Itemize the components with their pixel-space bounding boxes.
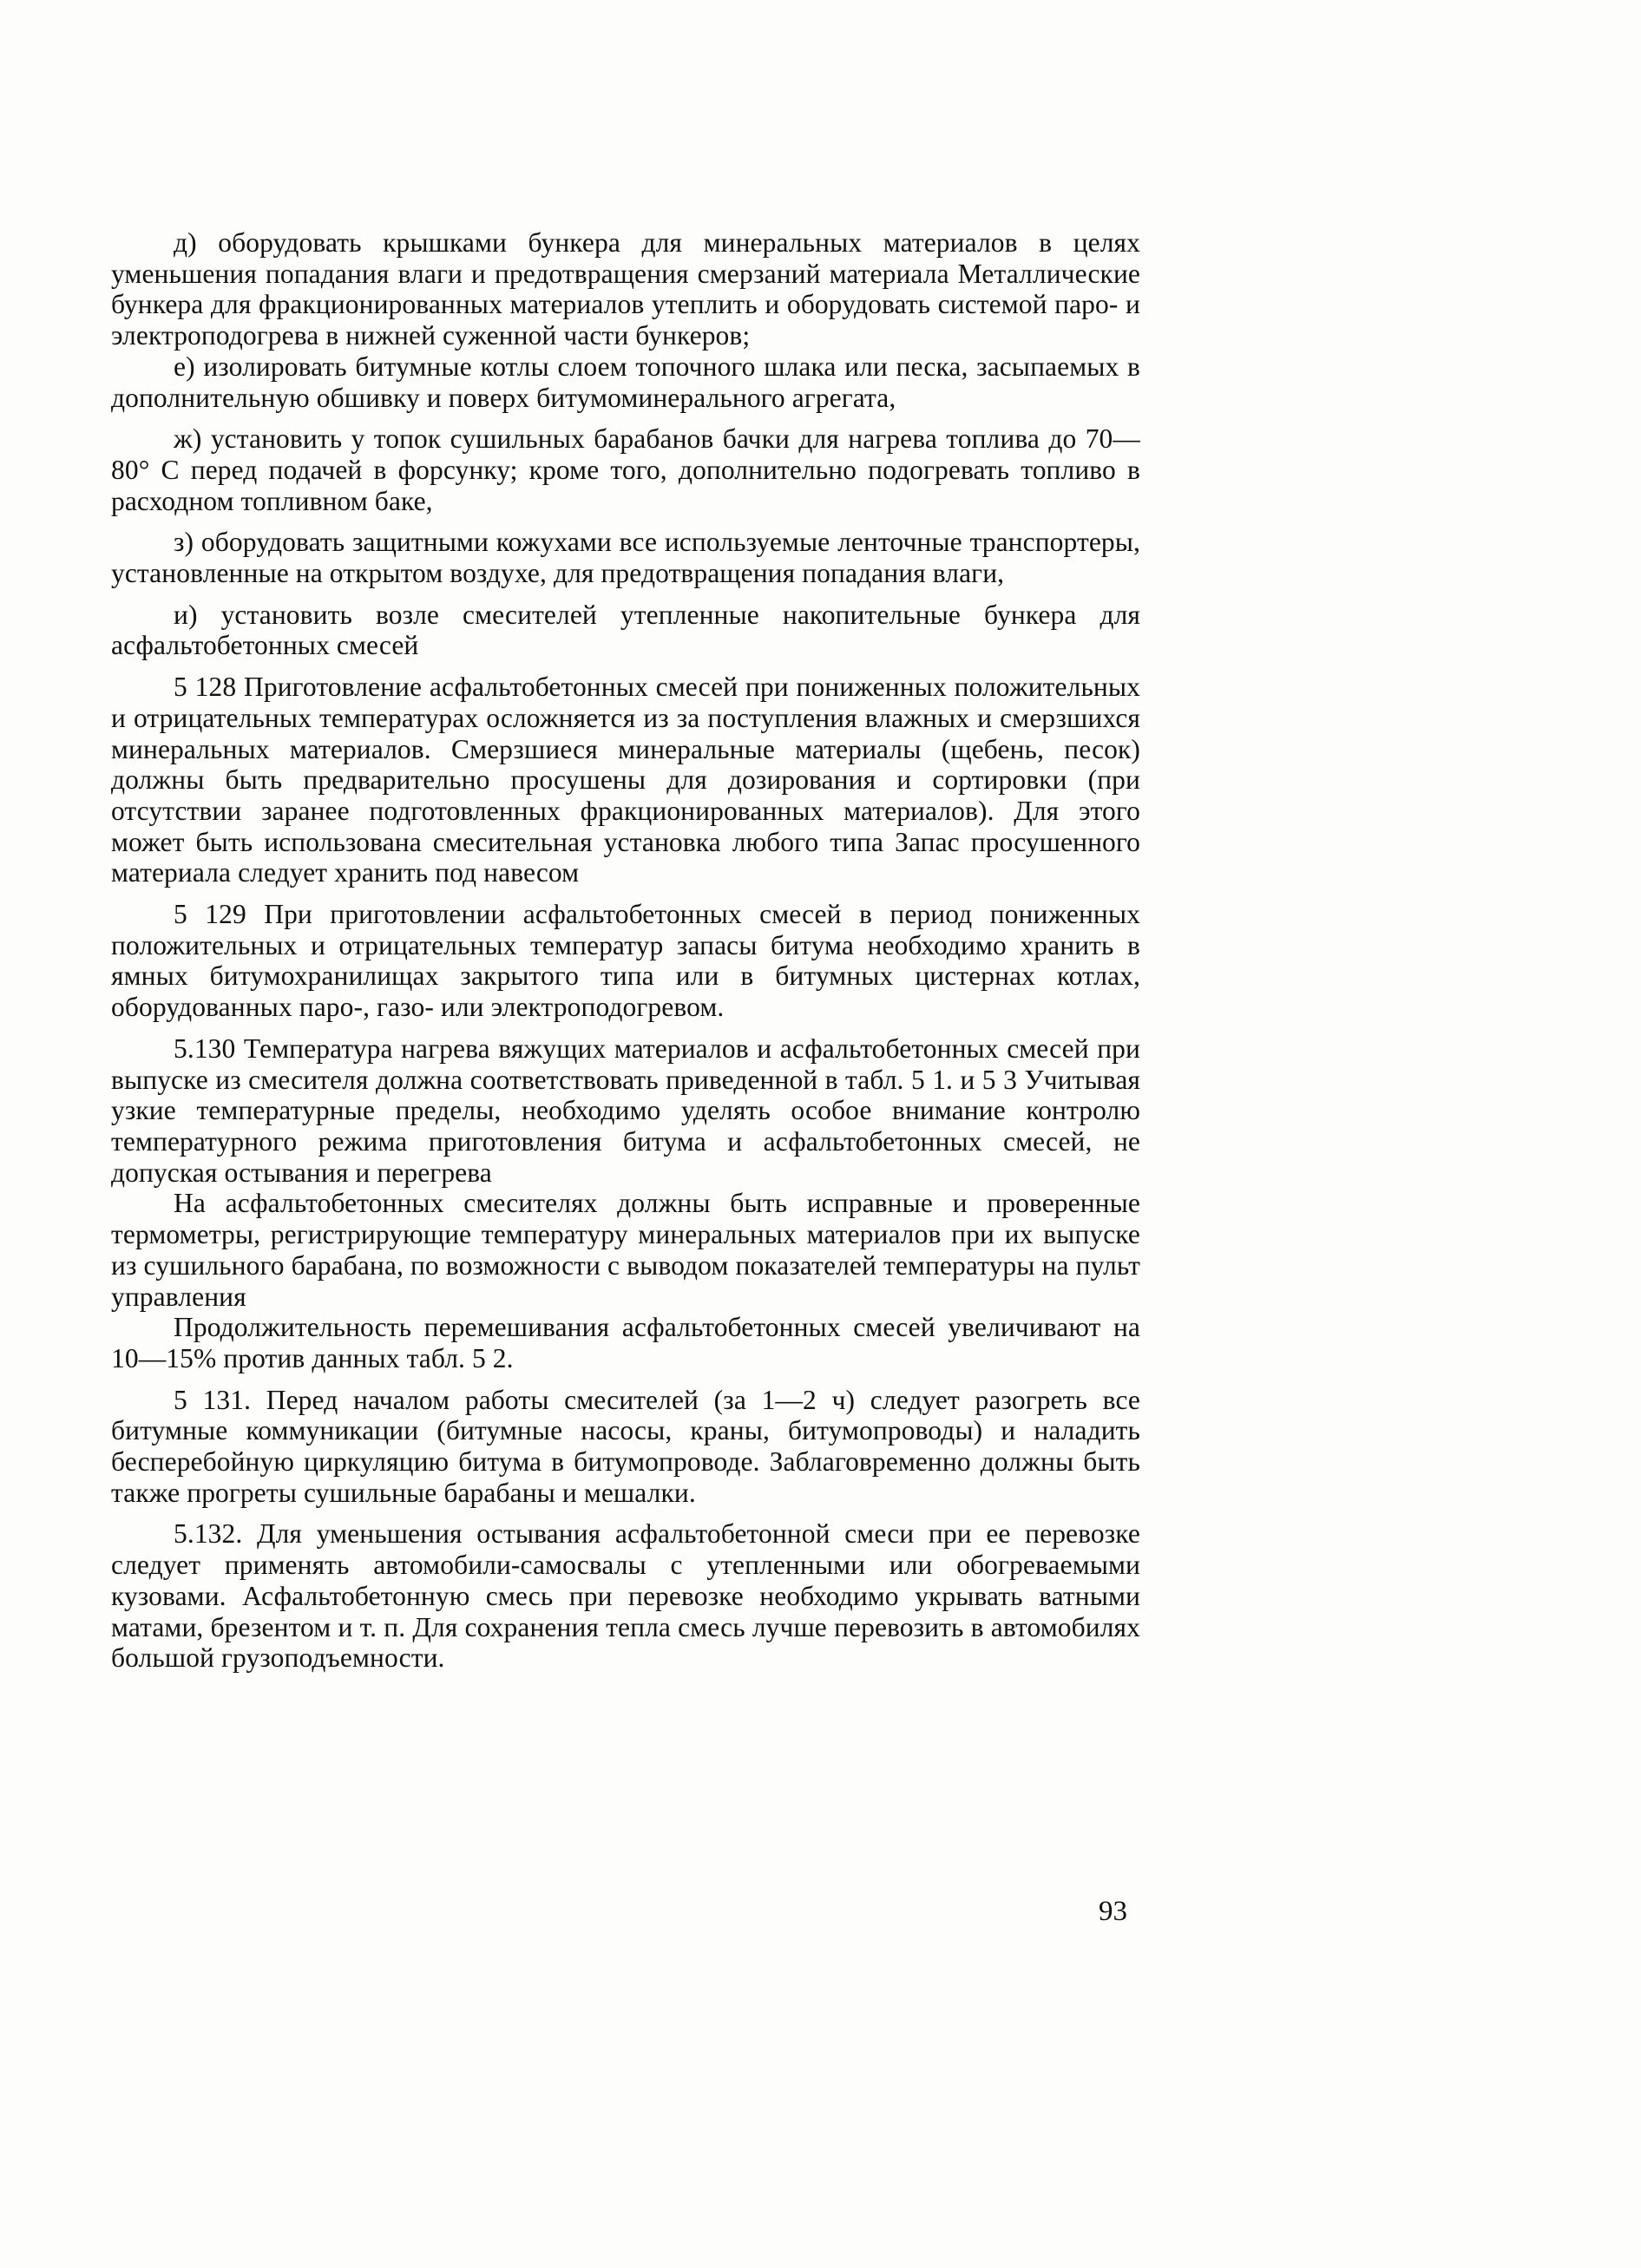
paragraph-d: д) оборудовать крышками бункера для минеральных материалов в целях уменьшения попадания влаги и предотвращения смерзаний материала Металлические бункера для фракционированных материалов утеплить и оборудовать системой паро- и электроподогрева в нижней суженной части бункеров; <box>111 227 1140 351</box>
paragraph-mixing-duration: Продолжительность перемешивания асфальтобетонных смесей увеличивают на 10—15% против данных табл. 5 2. <box>111 1312 1140 1373</box>
paragraph-z: з) оборудовать защитными кожухами все используемые ленточные транспортеры, установленные на открытом воздухе, для предотвращения попадания влаги, <box>111 527 1140 589</box>
paragraph-5-132: 5.132. Для уменьшения остывания асфальтобетонной смеси при ее перевозке следует применять автомобили-самосвалы с утепленными или обогреваемыми кузовами. Асфальтобетонную смесь при перевозке необходимо укрывать ватными матами, брезентом и т. п. Для сохранения тепла смесь лучше перевозить в автомобилях большой грузоподъемности. <box>111 1518 1140 1674</box>
page-number: 93 <box>1099 1896 1127 1927</box>
paragraph-5-128: 5 128 Приготовление асфальтобетонных смесей при пониженных положительных и отрицательных температурах осложняется из за поступления влажных и смерзшихся минеральных материалов. Смерзшиеся минеральные материалы (щебень, песок) должны быть предварительно просушены для дозирования и сортировки (при отсутствии заранее подготовленных фракционированных материалов). Для этого может быть использована смесительная установка любого типа Запас просушенного материала следует хранить под навесом <box>111 672 1140 888</box>
paragraph-5-129: 5 129 При приготовлении асфальтобетонных смесей в период пониженных положительных и отрицательных температур запасы битума необходимо хранить в ямных битумохранилищах закрытого типа или в битумных цистернах котлах, оборудованных паро-, газо- или электроподогревом. <box>111 899 1140 1023</box>
paragraph-i: и) установить возле смесителей утепленные накопительные бункера для асфальтобетонных смесей <box>111 599 1140 661</box>
paragraph-thermometers: На асфальтобетонных смесителях должны быть исправные и проверенные термометры, регистрирующие температуру минеральных материалов при их выпуске из сушильного барабана, по возможности с выводом показателей температуры на пульт управления <box>111 1188 1140 1312</box>
paragraph-5-131: 5 131. Перед началом работы смесителей (за 1—2 ч) следует разогреть все битумные коммуникации (битумные насосы, краны, битумопроводы) и наладить бесперебойную циркуляцию битума в битумопроводе. Заблаговременно должны быть также прогреты сушильные барабаны и мешалки. <box>111 1384 1140 1508</box>
paragraph-e: е) изолировать битумные котлы слоем топочного шлака или песка, засыпаемых в дополнительную обшивку и поверх битумоминерального агрегата, <box>111 351 1140 413</box>
page-text-body <box>111 227 1140 1674</box>
paragraph-zh: ж) установить у топок сушильных барабанов бачки для нагрева топлива до 70—80° С перед подачей в форсунку; кроме того, дополнительно подогревать топливо в расходном топливном баке, <box>111 423 1140 516</box>
paragraph-5-130: 5.130 Температура нагрева вяжущих материалов и асфальтобетонных смесей при выпуске из смесителя должна соответствовать приведенной в табл. 5 1. и 5 3 Учитывая узкие температурные пределы, необходимо уделять особое внимание контролю температурного режима приготовления битума и асфальтобетонных смесей, не допуская остывания и перегрева <box>111 1032 1140 1188</box>
